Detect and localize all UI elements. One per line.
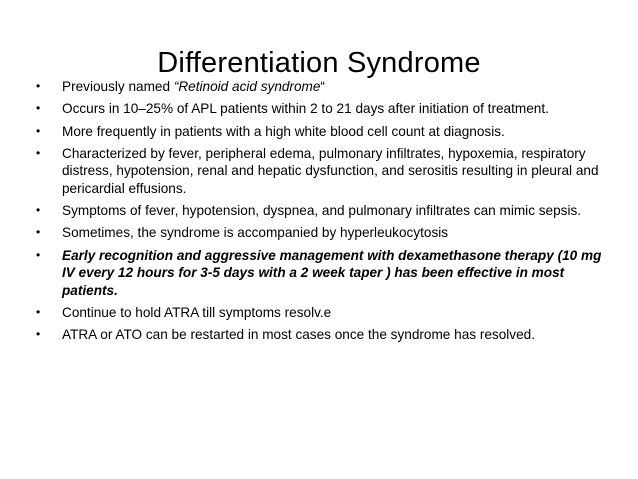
bullet-text: Sometimes, the syndrome is accompanied by hyperleukocytosis: [62, 225, 449, 241]
bullet-text-closing-quote: “: [320, 79, 325, 94]
bullet-text: Occurs in 10–25% of APL patients within 2 to 21 days after initiation of treatment.: [62, 101, 549, 117]
bullet-item: [36, 78, 616, 96]
slide-title: Differentiation Syndrome: [157, 47, 481, 80]
bullet-item: [36, 326, 616, 344]
bullet-icon: •: [36, 203, 41, 218]
bullet-icon: •: [36, 145, 41, 160]
bullet-text: Characterized by fever, peripheral edema, pulmonary infiltrates, hypoxemia, respiratory distress, hypotension, renal and hepatic dysfunction, and serositis resulting in pleural and pericardial effusions.: [62, 145, 599, 196]
bullet-item: [36, 100, 616, 118]
bullet-list: [36, 78, 616, 349]
bullet-icon: •: [36, 305, 41, 320]
bullet-icon: •: [36, 123, 41, 138]
bullet-item: [36, 123, 616, 141]
bullet-text: Symptoms of fever, hypotension, dyspnea, and pulmonary infiltrates can mimic sepsis.: [62, 203, 582, 219]
bullet-icon: •: [36, 225, 41, 240]
bullet-icon: •: [36, 247, 41, 262]
bullet-item: [36, 224, 616, 242]
bullet-text-bold-italic: Early recognition and aggressive management with dexamethasone therapy (10 mg IV every 12 hours for 3-5 days with a 2 week taper ) has been effective in most patients.: [62, 247, 602, 298]
bullet-text: Continue to hold ATRA till symptoms resolv.e: [62, 305, 332, 321]
bullet-item: [36, 202, 616, 220]
bullet-text: More frequently in patients with a high white blood cell count at diagnosis.: [62, 123, 505, 139]
bullet-text-plain: Previously named: [62, 79, 174, 94]
bullet-item: [36, 247, 616, 300]
bullet-text-italic: “Retinoid acid syndrome: [173, 79, 321, 94]
bullet-icon: •: [36, 101, 41, 116]
bullet-text: ATRA or ATO can be restarted in most cases once the syndrome has resolved.: [62, 327, 535, 343]
bullet-item: [36, 145, 616, 198]
bullet-icon: •: [36, 79, 41, 93]
bullet-item: [36, 304, 616, 322]
bullet-icon: •: [36, 327, 41, 342]
